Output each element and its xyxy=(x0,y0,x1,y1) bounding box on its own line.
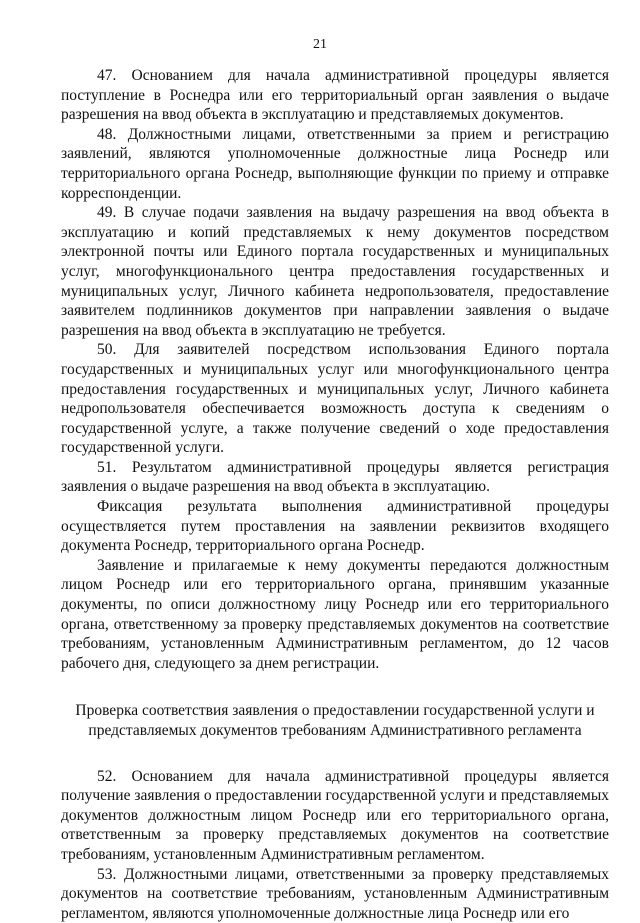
paragraph-49: 49. В случае подачи заявления на выдачу разрешения на ввод объекта в эксплуатацию и копий представляемых к нему документов посредством электронной почты или Единого портала государственных и муниципальных услуг, многофункционального центра предоставления государственных и муниципальных услуг, Личного кабинета недропользователя, предоставление заявителем подлинников документов при направлении заявления о выдаче разрешения на ввод объекта в эксплуатацию не требуется. xyxy=(61,204,609,339)
paragraph-47: 47. Основанием для начала административной процедуры является поступление в Роснедра или его территориальный орган заявления о выдаче разрешения на ввод объекта в эксплуатацию и представляемых документов. xyxy=(61,67,609,124)
paragraph-53: 53. Должностными лицами, ответственными за проверку представляемых документов на соответствие требованиям, установленным Административным регламентом, являются уполномоченные должностные лица Роснедр или его xyxy=(61,865,609,922)
paragraph-52: 52. Основанием для начала административной процедуры является получение заявления о предоставлении государственной услуги и представляемых документов должностным лицом Роснедр или его территориального органа, ответственным за проверку представляемых документов на соответствие требованиям, установленным Административным регламентом. xyxy=(61,767,609,863)
paragraph-50: 50. Для заявителей посредством использования Единого портала государственных и муниципальных услуг или многофункционального центра предоставления государственных и муниципальных услуг, Личного кабинета недропользователя обеспечивается возможность доступа к сведениям о государственной услуге, а также получение сведений о ходе предоставления государственной услуги. xyxy=(61,341,609,457)
document-body xyxy=(61,66,609,923)
paragraph-transfer: Заявление и прилагаемые к нему документы передаются должностным лицом Роснедр или его территориального органа, принявшим указанные документы, по описи должностному лицу Роснедр или его территориального органа, ответственному за проверку представляемых документов на соответствие требованиям, установленным Административным регламентом, до 12 часов рабочего дня, следующего за днем регистрации. xyxy=(61,556,609,672)
paragraph-fixation: Фиксация результата выполнения административной процедуры осуществляется путем проставления на заявлении реквизитов входящего документа Роснедр, территориального органа Роснедр. xyxy=(61,498,609,555)
page-number: 21 xyxy=(313,37,327,52)
paragraph-48: 48. Должностными лицами, ответственными за прием и регистрацию заявлений, являются уполномоченные должностные лица Роснедр или территориального органа Роснедр, выполняющие функции по приему и отправке корреспонденции. xyxy=(61,125,609,202)
paragraph-51: 51. Результатом административной процедуры является регистрация заявления о выдаче разрешения на ввод объекта в эксплуатацию. xyxy=(61,458,609,496)
section-heading: Проверка соответствия заявления о предоставлении государственной услуги и представляемых документов требованиям Административного регламента xyxy=(75,702,595,739)
